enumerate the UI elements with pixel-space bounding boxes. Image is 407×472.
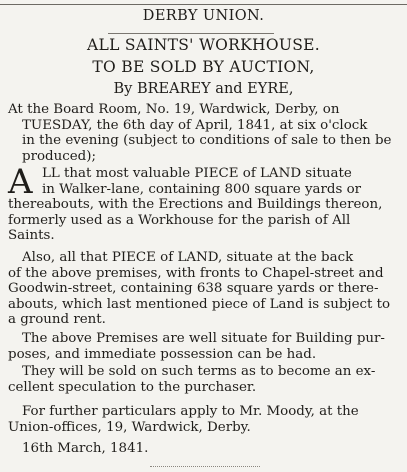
top-rule bbox=[0, 4, 407, 5]
auctioneer-byline: By BREAREY and EYRE, bbox=[113, 81, 294, 97]
text-line: For further particulars apply to Mr. Moody, at the bbox=[22, 404, 359, 419]
text-line: in the evening (subject to conditions of sale to then be bbox=[22, 133, 392, 149]
text-line: The above Premises are well situate for Building pur- bbox=[22, 331, 385, 346]
text-line: At the Board Room, No. 19, Wardwick, Derby, on bbox=[8, 102, 340, 117]
drop-cap: A bbox=[8, 162, 33, 202]
workhouse-title: ALL SAINTS' WORKHOUSE. bbox=[87, 36, 320, 54]
text-line: LL that most valuable PIECE of LAND situate bbox=[42, 166, 352, 181]
text-line: of the above premises, with fronts to Chapel-street and bbox=[8, 265, 384, 281]
text-line: Union-offices, 19, Wardwick, Derby. bbox=[8, 419, 251, 435]
text-line: They will be sold on such terms as to become an ex- bbox=[22, 364, 376, 379]
sale-details-paragraph bbox=[8, 102, 405, 164]
text-line: produced); bbox=[22, 148, 96, 164]
text-line: in Walker-lane, containing 800 square yards or bbox=[42, 181, 362, 197]
terms-paragraph bbox=[8, 364, 405, 395]
text-line: a ground rent. bbox=[8, 312, 106, 328]
text-line: TUESDAY, the 6th day of April, 1841, at six o'clock bbox=[22, 117, 368, 133]
auction-title: TO BE SOLD BY AUCTION, bbox=[92, 58, 315, 76]
second-lot-paragraph bbox=[8, 250, 405, 328]
text-line: poses, and immediate possession can be had. bbox=[8, 346, 317, 362]
advertisement-date: 16th March, 1841. bbox=[22, 441, 149, 456]
text-line: abouts, which last mentioned piece of Land is subject to bbox=[8, 296, 391, 312]
text-line: Saints. bbox=[8, 228, 55, 244]
text-line: thereabouts, with the Erections and Buildings thereon, bbox=[8, 197, 383, 213]
heading-divider bbox=[108, 33, 274, 34]
text-line: cellent speculation to the purchaser. bbox=[8, 379, 257, 395]
text-line: formerly used as a Workhouse for the parish of All bbox=[8, 212, 351, 228]
text-line: Goodwin-street, containing 638 square yards or there- bbox=[8, 281, 379, 297]
text-line: Also, all that PIECE of LAND, situate at the back bbox=[22, 250, 354, 265]
union-heading: DERBY UNION. bbox=[142, 8, 265, 24]
premises-paragraph bbox=[8, 331, 405, 362]
next-notice-fragment bbox=[150, 466, 260, 470]
contact-paragraph bbox=[8, 404, 405, 435]
first-lot-paragraph bbox=[8, 162, 405, 244]
